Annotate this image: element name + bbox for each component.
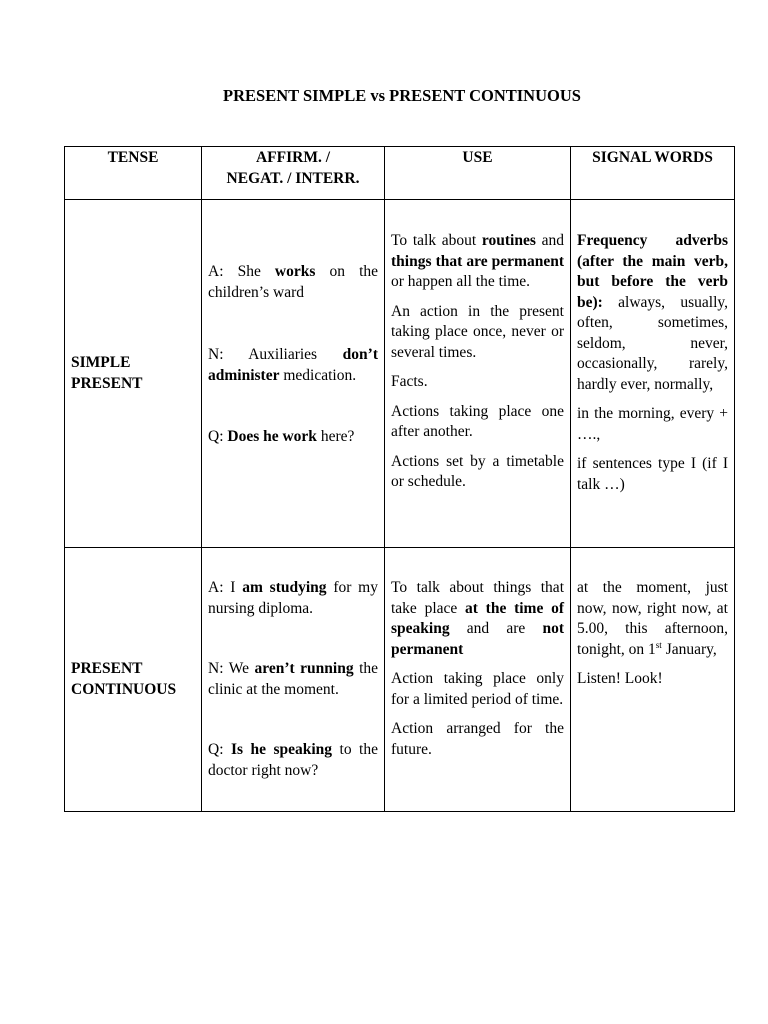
example-rest: for my nursing diploma. (208, 579, 378, 617)
use-text: and (535, 232, 564, 249)
example-prefix: A: She (208, 263, 275, 280)
example-rest: to the doctor right now? (208, 741, 378, 779)
signal-item (577, 231, 728, 395)
affirm-example (208, 262, 378, 303)
use-item: Actions set by a timetable or schedule. (391, 452, 564, 490)
tense-present-continuous (65, 548, 202, 812)
example-rest: here? (316, 428, 355, 445)
table-row-simple-present (65, 200, 735, 548)
example-verb: works (274, 263, 316, 280)
header-signal-label: SIGNAL WORDS (592, 149, 713, 166)
use-item: Action taking place only for a limited period of time. (391, 670, 564, 708)
form-present-continuous (202, 548, 385, 812)
example-prefix: Q: (208, 428, 228, 445)
use-text: To talk about things that take place (391, 579, 564, 617)
example-prefix: Q: (208, 741, 231, 758)
form-simple-present (202, 200, 385, 548)
header-form-line2: NEGAT. / INTERR. (226, 169, 360, 187)
example-verb: aren’t running (254, 660, 354, 677)
example-verb: don’t administer (208, 346, 378, 384)
use-keyword: things that are permanent (391, 252, 564, 270)
interr-example (208, 740, 378, 781)
ordinal-suffix: st (655, 639, 662, 650)
use-simple-present (385, 200, 571, 548)
tense-simple-present (65, 200, 202, 548)
table-row-present-continuous (65, 548, 735, 812)
negat-example (208, 345, 378, 386)
example-rest: the clinic at the moment. (208, 660, 379, 698)
use-keyword: at the time of speaking (391, 599, 565, 637)
signal-text: at the moment, just now, now, right now, at 5.00, this afternoon, tonight, on 1 (577, 579, 728, 658)
example-prefix: N: Auxiliaries (208, 346, 343, 363)
use-keyword: not permanent (391, 620, 564, 658)
affirm-example (208, 578, 378, 619)
example-prefix: A: I (208, 579, 243, 596)
signal-heading: Frequency adverbs (after the main verb, but before the verb be): (577, 232, 728, 311)
use-text: To talk about (391, 232, 482, 249)
use-text: or happen all the time. (391, 273, 531, 290)
use-item: Actions taking place one after another. (391, 402, 564, 440)
header-signal (571, 147, 735, 200)
signal-simple-present (571, 200, 735, 548)
table-header-row (65, 147, 735, 200)
example-verb: Is he speaking (230, 741, 333, 758)
example-verb: am studying (242, 579, 327, 596)
example-prefix: N: We (208, 660, 255, 677)
header-use (385, 147, 571, 200)
example-verb: Does he work (227, 428, 317, 445)
signal-present-continuous (571, 548, 735, 812)
document-title: PRESENT SIMPLE vs PRESENT CONTINUOUS (223, 86, 581, 105)
header-use-label: USE (462, 149, 493, 166)
signal-item: in the morning, every + …., (577, 405, 728, 443)
tense-label-line2: CONTINUOUS (71, 680, 177, 698)
header-tense (65, 147, 202, 200)
use-item (391, 578, 564, 660)
tense-comparison-table (64, 146, 735, 812)
example-rest: medication. (279, 366, 357, 384)
use-keyword: routines (481, 232, 536, 249)
signal-item (577, 578, 728, 660)
tense-label-line2: PRESENT (71, 374, 143, 392)
header-tense-label: TENSE (107, 149, 159, 166)
signal-text: always, usually, often, sometimes, seldom, never, occasionally, rarely, hardly ever, normally, (577, 293, 728, 393)
use-item (391, 231, 564, 293)
signal-item: if sentences type I (if I talk …) (577, 455, 728, 493)
use-item: An action in the present taking place once, never or several times. (391, 302, 564, 361)
tense-label-line1: PRESENT (71, 660, 143, 677)
use-item: Action arranged for the future. (391, 720, 564, 758)
header-form (202, 147, 385, 200)
use-text: and are (449, 620, 543, 637)
interr-example (208, 427, 378, 448)
signal-item: Listen! Look! (577, 670, 663, 687)
example-rest: on the children’s ward (208, 263, 379, 301)
negat-example (208, 659, 378, 700)
use-present-continuous (385, 548, 571, 812)
signal-text: January, (661, 640, 717, 658)
tense-label-line1: SIMPLE (71, 354, 131, 371)
use-item: Facts. (391, 373, 428, 390)
header-form-line1: AFFIRM. / (255, 149, 331, 166)
